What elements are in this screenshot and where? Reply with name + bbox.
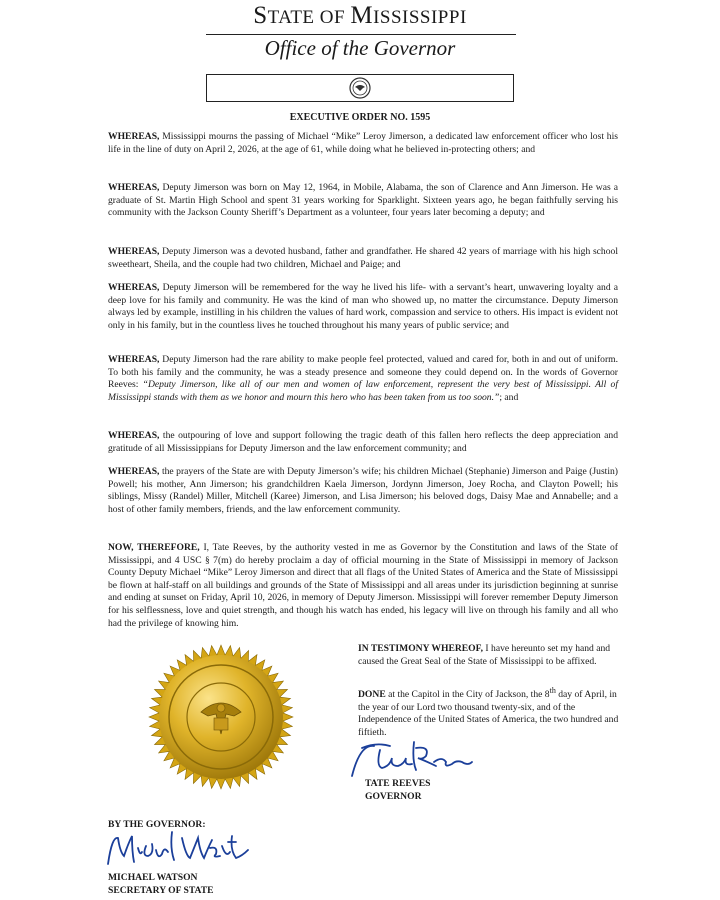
paragraph-lead: WHEREAS, [108,430,160,441]
governor-title: GOVERNOR [365,791,422,802]
whereas-paragraph-3 [108,246,618,271]
header-seal-box [206,74,514,102]
state-title-m-rest: ISSISSIPPI [373,7,467,28]
state-title [0,2,720,30]
done-text-end: day of April, in the year of our Lord two thousand twenty-six, and of the Independence of the United States of America, the two hundred and fiftieth. [358,689,619,738]
testimony-paragraph [358,643,620,668]
paragraph-lead: WHEREAS, [108,246,160,257]
now-therefore-paragraph [108,542,618,630]
paragraph-lead: WHEREAS, [108,182,160,193]
header-rule [206,34,516,35]
whereas-paragraph-2 [108,182,618,220]
state-seal-icon [349,77,371,99]
secretary-title: SECRETARY OF STATE [108,885,214,896]
whereas-paragraph-1 [108,131,618,156]
paragraph-lead: NOW, THEREFORE, [108,542,200,553]
secretary-signature [102,826,252,872]
paragraph-lead: WHEREAS, [108,131,160,142]
state-title-rest: TATE OF [267,7,351,28]
done-ordinal: th [549,686,556,695]
governor-name: TATE REEVES [365,778,431,789]
paragraph-text: the prayers of the State are with Deputy Jimerson’s wife; his children Michael (Stephanie) Jimerson and Paige (Justin) Powell; his mother, Ann Jimerson; his grandchildren Kaela Jimerson, Jordynn Jimerson, Joey Rocha, and Clayton Powell; his siblings, Missy (Randel) Miller, Mitchell (Karee) Jimerson, and Lisa Jimerson; his beloved dogs, Daisy Mae and Annabelle; and a host of other family members, friends, and the law enforcement community. [108,466,618,515]
governor-quote: “Deputy Jimerson, like all of our men and women of law enforcement, represent the very best of Mississippi. All of Mississippi stands with them as we honor and mourn this hero who has been taken from us too soon.” [108,379,618,403]
paragraph-text: the outpouring of love and support following the tragic death of this fallen hero reflects the deep appreciation and gratitude of all Mississippians for Deputy Jimerson and the law enforcement community; and [108,430,618,454]
governor-signature [346,736,476,780]
great-seal-icon [146,642,296,792]
whereas-paragraph-4 [108,282,618,332]
by-the-governor-label: BY THE GOVERNOR: [108,819,206,830]
testimony-text: I have hereunto set my hand and caused the Great Seal of the State of Mississippi to be affixed. [358,643,611,667]
office-title: Office of the Governor [264,36,456,60]
paragraph-lead: WHEREAS, [108,354,160,365]
executive-order-title: EXECUTIVE ORDER NO. 1595 [289,112,431,123]
whereas-paragraph-6 [108,430,618,455]
paragraph-text: Deputy Jimerson had the rare ability to make people feel protected, valued and cared for, both in and out of uniform. To both his family and the community, he was a steady presence and someone they could depend on. In the words of Governor Reeves: [108,354,618,391]
paragraph-text: Deputy Jimerson was a devoted husband, father and grandfather. He shared 42 years of marriage with his high school sweetheart, Sheila, and the couple had two children, Michael and Paige; and [108,246,618,270]
whereas-paragraph-7 [108,466,618,516]
paragraph-lead: WHEREAS, [108,282,160,293]
paragraph-text: I, Tate Reeves, by the authority vested in me as Governor by the Constitution and laws of the State of Mississippi, and 4 USC § 7(m) do hereby proclaim a day of official mourning in the State of Mississippi in memory of Jackson County Deputy Michael “Mike” Leroy Jimerson and direct that all flags of the United States of America and the State of Mississippi be flown at half-staff on all buildings and grounds of the State of Mississippi and all areas under its jurisdiction beginning at sunrise and ending at sunset on Friday, April 10, 2026, in memory of Deputy Jimerson. Mississippi will forever remember Deputy Jimerson for his selflessness, love and quiet strength, and though his watch has ended, his legacy will live on through his family and all who had the privilege of knowing him. [108,542,618,629]
state-title-m: M [350,2,374,29]
whereas-paragraph-5 [108,354,618,404]
secretary-name: MICHAEL WATSON [108,872,198,883]
paragraph-text: Deputy Jimerson will be remembered for the way he lived his life- with a servant’s heart, unwavering loyalty and a deep love for his family and community. He was the kind of man who showed up, no matter the circumstance. Deputy Jimerson always led by example, instilling in his children the values of hard work, compassion and service to others. His impact is evident not only in his family, but in the countless lives he touched throughout his many years of public service; and [108,282,618,331]
paragraph-lead: WHEREAS, [108,466,160,477]
paragraph-text: Mississippi mourns the passing of Michael “Mike” Leroy Jimerson, a dedicated law enforcement officer who lost his life in the line of duty on April 2, 2026, at the age of 61, while doing what he believed in-protecting others; and [108,131,618,155]
done-text: at the Capitol in the City of Jackson, the 8 [385,689,550,701]
state-title-initial: S [253,2,268,29]
testimony-lead: IN TESTIMONY WHEREOF, [358,643,484,654]
done-lead: DONE [358,689,386,701]
paragraph-tail: ; and [499,391,519,403]
paragraph-text: Deputy Jimerson was born on May 12, 1964, in Mobile, Alabama, the son of Clarence and Ann Jimerson. He was a graduate of St. Martin High School and spent 31 years working for Sparklight. Sixteen years ago, he began faithfully serving his community with the Jackson County Sheriff’s Department as a volunteer, four years later becoming a deputy; and [108,182,618,219]
done-paragraph [358,685,620,740]
